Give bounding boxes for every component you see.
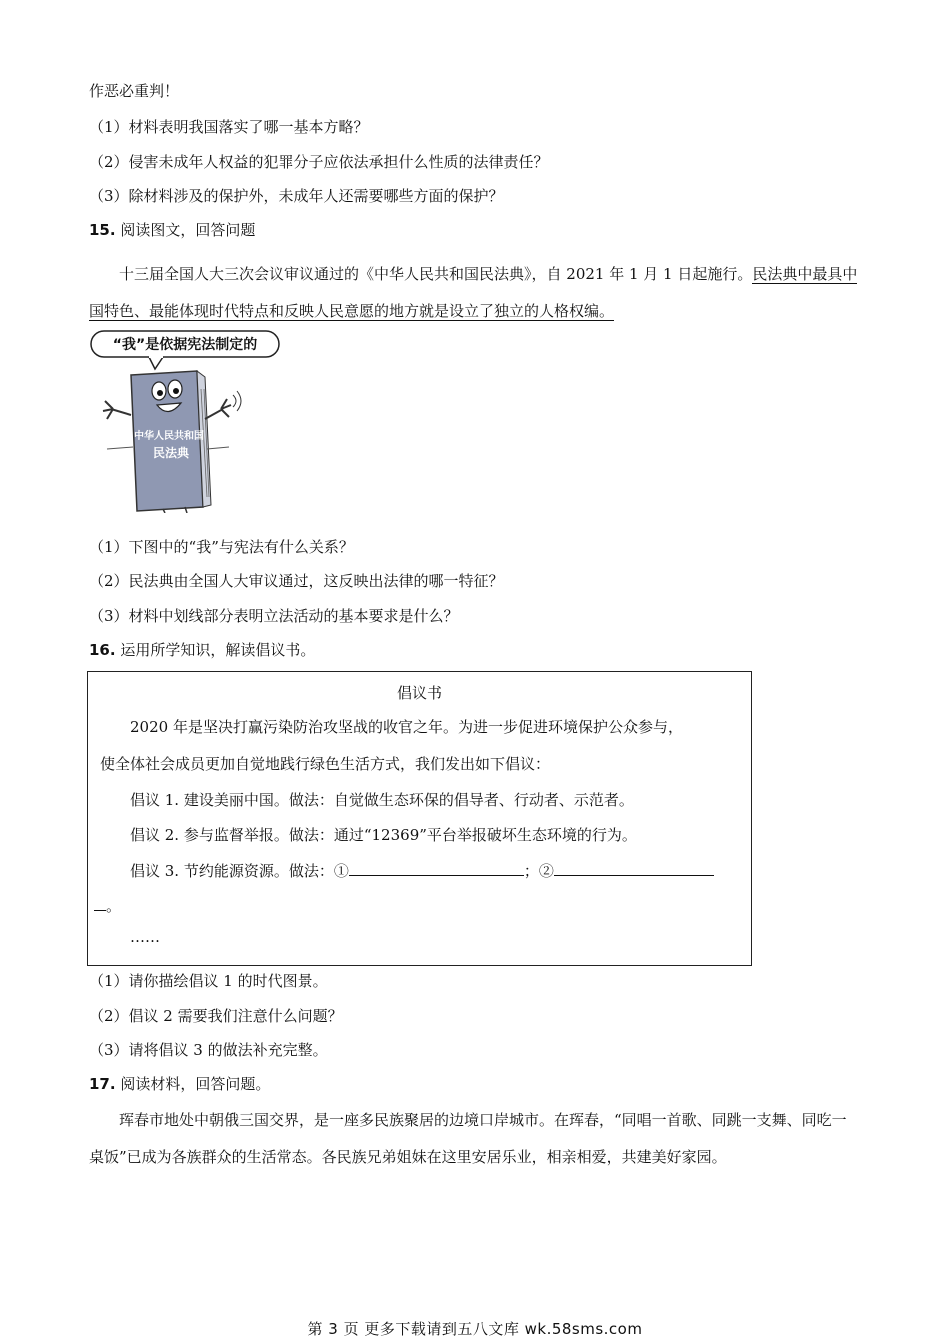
book-cover-subtitle: 民法典 bbox=[152, 446, 190, 460]
continuation-text: 作恶必重判！ bbox=[89, 82, 180, 100]
question-15-2: （2）民法典由全国人大审议通过，这反映出法律的哪一特征？ bbox=[89, 572, 504, 590]
question-number: 17. bbox=[89, 1075, 116, 1093]
material-underlined-1: 民法典 bbox=[752, 265, 798, 283]
proposal-line: 2020 年是坚决打赢污染防治攻坚战的收官之年。为进一步促进环境保护公众参与， bbox=[130, 718, 683, 736]
proposal-item-3-suffix: 。 bbox=[106, 897, 122, 915]
question-heading-text: 阅读材料，回答问题。 bbox=[120, 1075, 271, 1093]
answer-blank-2[interactable] bbox=[554, 861, 714, 876]
civil-code-illustration bbox=[89, 329, 283, 513]
speech-bubble-text: “我”是依据宪法制定的 bbox=[112, 337, 258, 353]
proposal-item-2: 倡议 2. 参与监督举报。做法：通过“12369”平台举报破坏生态环境的行为。 bbox=[130, 826, 637, 844]
proposal-line: 使全体社会成员更加自觉地践行绿色生活方式，我们发出如下倡议： bbox=[100, 755, 551, 773]
question-number: 15. bbox=[89, 221, 116, 239]
book-cover-title: 中华人民共和国 bbox=[134, 431, 204, 442]
question-16-2: （2）倡议 2 需要我们注意什么问题？ bbox=[89, 1007, 343, 1025]
question-14-2: （2）侵害未成年人权益的犯罪分子应依法承担什么性质的法律责任？ bbox=[89, 153, 549, 171]
civil-code-book-icon bbox=[89, 329, 283, 513]
question-17-material: 珲春市地处中朝俄三国交界，是一座多民族聚居的边境口岸城市。在珲春，“同唱一首歌、同跳一支舞、同吃一桌饭”已成为各族群众的生活常态。各民族兄弟姐妹在这里安居乐业，相亲相爱，共建美好家园。 bbox=[89, 1111, 847, 1166]
proposal-item-3-separator: ；② bbox=[523, 862, 554, 880]
proposal-item-1: 倡议 1. 建设美丽中国。做法：自觉做生态环保的倡导者、行动者、示范者。 bbox=[130, 791, 634, 809]
answer-blank-1[interactable] bbox=[349, 861, 524, 876]
question-number: 16. bbox=[89, 641, 116, 659]
page-footer: 第 3 页 更多下载请到五八文库 wk.58sms.com bbox=[307, 1320, 643, 1338]
material-plain: 十三届全国人大三次会议审议通过的《中华人民共和国民法典》，自 2021 年 1 月 1 日起施行。 bbox=[119, 265, 753, 283]
question-15-1: （1）下图中的“我”与宪法有什么关系？ bbox=[89, 538, 354, 556]
question-15-3: （3）材料中划线部分表明立法活动的基本要求是什么？ bbox=[89, 607, 459, 625]
question-14-3: （3）除材料涉及的保护外，未成年人还需要哪些方面的保护？ bbox=[89, 187, 504, 205]
question-16-3: （3）请将倡议 3 的做法补充完整。 bbox=[89, 1041, 328, 1059]
proposal-item-3-continued bbox=[94, 896, 121, 916]
question-heading-text: 运用所学知识，解读倡议书。 bbox=[120, 641, 316, 659]
material-underlined-2: 中最具中国特色、最能体现时代特点和反映人民意愿的地方就是设立了独立的人格权编。 bbox=[89, 265, 858, 320]
question-16-1: （1）请你描绘倡议 1 的时代图景。 bbox=[89, 972, 328, 990]
proposal-ellipsis: …… bbox=[130, 928, 160, 946]
proposal-box bbox=[87, 671, 752, 966]
question-16-heading bbox=[89, 640, 315, 660]
answer-blank-2-tail[interactable] bbox=[94, 896, 106, 911]
question-heading-text: 阅读图文，回答问题 bbox=[120, 221, 256, 239]
proposal-item-3-prefix: 倡议 3. 节约能源资源。做法：① bbox=[130, 862, 349, 880]
question-15-heading bbox=[89, 220, 255, 240]
question-17-heading bbox=[89, 1074, 270, 1094]
proposal-title: 倡议书 bbox=[396, 684, 442, 702]
question-15-material bbox=[89, 256, 861, 330]
question-14-1: （1）材料表明我国落实了哪一基本方略？ bbox=[89, 118, 369, 136]
proposal-item-3 bbox=[130, 861, 714, 881]
